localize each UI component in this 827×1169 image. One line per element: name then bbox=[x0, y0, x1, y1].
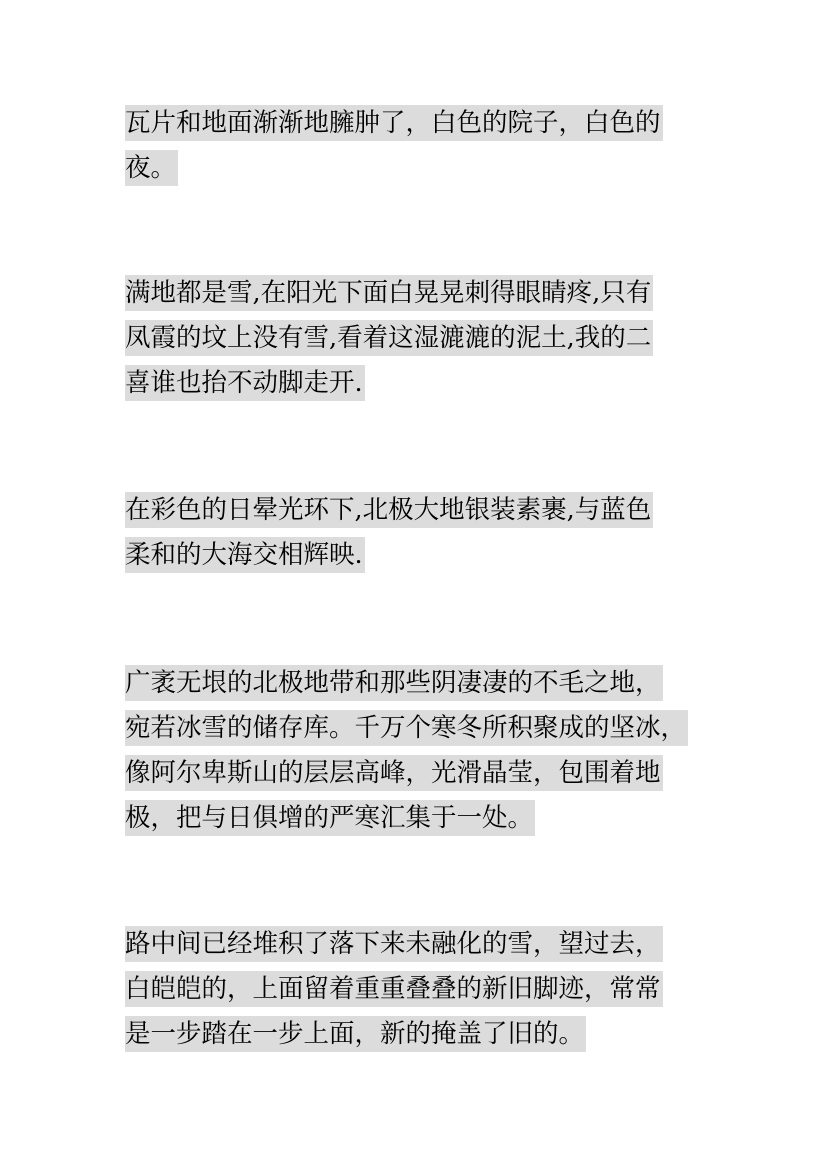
highlighted-text: 宛若冰雪的储存库。千万个寒冬所积聚成的坚冰， bbox=[125, 710, 688, 746]
paragraph-line bbox=[125, 270, 725, 315]
highlighted-text: 广袤无垠的北极地带和那些阴凄凄的不毛之地， bbox=[125, 665, 663, 701]
highlighted-text: 像阿尔卑斯山的层层高峰，光滑晶莹，包围着地 bbox=[125, 755, 663, 791]
paragraph-line bbox=[125, 532, 725, 577]
paragraph-line bbox=[125, 145, 725, 190]
highlighted-text: 极，把与日俱增的严寒汇集于一处。 bbox=[125, 800, 535, 836]
paragraph-1 bbox=[125, 100, 725, 190]
paragraph-line bbox=[125, 1011, 725, 1056]
paragraph-line bbox=[125, 921, 725, 966]
highlighted-text: 是一步踏在一步上面，新的掩盖了旧的。 bbox=[125, 1016, 586, 1052]
highlighted-text: 喜谁也抬不动脚走开. bbox=[125, 365, 365, 401]
paragraph-line bbox=[125, 966, 725, 1011]
highlighted-text: 夜。 bbox=[125, 150, 178, 186]
paragraph-2 bbox=[125, 270, 725, 405]
paragraph-line bbox=[125, 100, 725, 145]
highlighted-text: 在彩色的日晕光环下,北极大地银装素裹,与蓝色 bbox=[125, 492, 653, 528]
paragraph-line bbox=[125, 750, 725, 795]
highlighted-text: 柔和的大海交相辉映. bbox=[125, 537, 365, 573]
paragraph-line bbox=[125, 795, 725, 840]
highlighted-text: 瓦片和地面渐渐地臃肿了，白色的院子，白色的 bbox=[125, 105, 663, 141]
paragraph-line bbox=[125, 660, 725, 705]
paragraph-line bbox=[125, 705, 725, 750]
paragraph-3 bbox=[125, 487, 725, 577]
paragraph-line bbox=[125, 487, 725, 532]
highlighted-text: 凤霞的坟上没有雪,看着这湿漉漉的泥土,我的二 bbox=[125, 320, 653, 356]
paragraph-line bbox=[125, 315, 725, 360]
highlighted-text: 白皑皑的，上面留着重重叠叠的新旧脚迹，常常 bbox=[125, 971, 663, 1007]
paragraph-line bbox=[125, 360, 725, 405]
paragraph-5 bbox=[125, 921, 725, 1056]
paragraph-4 bbox=[125, 660, 725, 840]
highlighted-text: 路中间已经堆积了落下来未融化的雪，望过去， bbox=[125, 926, 663, 962]
highlighted-text: 满地都是雪,在阳光下面白晃晃刺得眼睛疼,只有 bbox=[125, 275, 653, 311]
